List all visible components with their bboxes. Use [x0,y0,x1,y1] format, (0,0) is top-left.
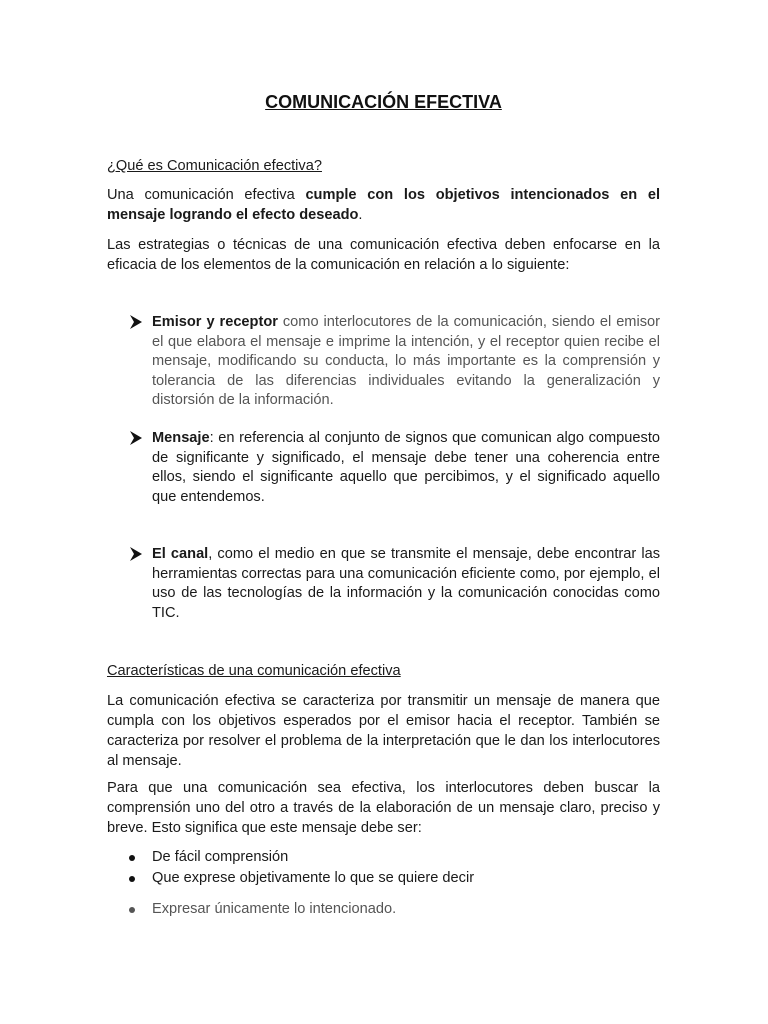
bullet-text: Que exprese objetivamente lo que se quiere decir [152,870,475,886]
paragraph-strategies: Las estrategias o técnicas de una comunicación efectiva deben enfocarse en la eficacia de los elementos de la comunicación en relación a lo siguiente: [107,237,660,273]
list-item-bold-label: Emisor y receptor [152,314,278,330]
list-item-bold-label: Mensaje [152,430,210,446]
definition-bold-text: cumple con los objetivos intencionados en el mensaje logrando el efecto deseado [107,187,660,223]
document-title: COMUNICACIÓN EFECTIVA [265,92,502,112]
arrowhead-bullet-icon [129,430,143,446]
arrowhead-bullet-icon [129,546,143,562]
round-bullet-icon [129,907,135,913]
list-item-body: , como el medio en que se transmite el mensaje, debe encontrar las herramientas correctas para una comunicación eficiente como, por ejemplo, el uso de las tecnologías de la información y la comunicación conocidas como TIC. [152,546,660,621]
list-item-text [152,313,660,411]
paragraph-requirements: Para que una comunicación sea efectiva, los interlocutores deben buscar la comprensión uno del otro a través de la elaboración de un mensaje claro, preciso y breve. Esto significa que este mensaje debe ser: [107,780,660,836]
list-item-text [152,545,660,623]
definition-plain-text: Una comunicación efectiva [107,187,306,203]
bullet-text: Expresar únicamente lo intencionado. [152,901,397,917]
definition-end-text: . [358,207,363,223]
round-bullet-icon [129,855,135,861]
list-item-text [152,429,660,507]
section-heading-characteristics: Características de una comunicación efectiva [107,663,401,679]
bullet-text: De fácil comprensión [152,849,289,865]
list-item-body: : en referencia al conjunto de signos que comunican algo compuesto de significante y significado, el mensaje debe tener una coherencia entre ellos, siendo el significante aquello que percibimos, y el significado aquello que entendemos. [152,430,660,505]
paragraph-definition [107,185,660,225]
list-item-body: como interlocutores de la comunicación, siendo el emisor el que elabora el mensaje e imprime la intención, y el receptor quien recibe el mensaje, modificando su conducta, lo más importante es la comprensión y tolerancia de las diferencias individuales evitando la generalización y distorsión de la información. [152,314,660,408]
paragraph-characterized: La comunicación efectiva se caracteriza por transmitir un mensaje de manera que cumpla con los objetivos esperados por el emisor hacia el receptor. También se caracteriza por resolver el problema de la interpretación que le dan los interlocutores al mensaje. [107,693,660,769]
round-bullet-icon [129,876,135,882]
arrowhead-bullet-icon [129,314,143,330]
list-item-bold-label: El canal [152,546,209,562]
section-heading-what-is: ¿Qué es Comunicación efectiva? [107,158,322,174]
